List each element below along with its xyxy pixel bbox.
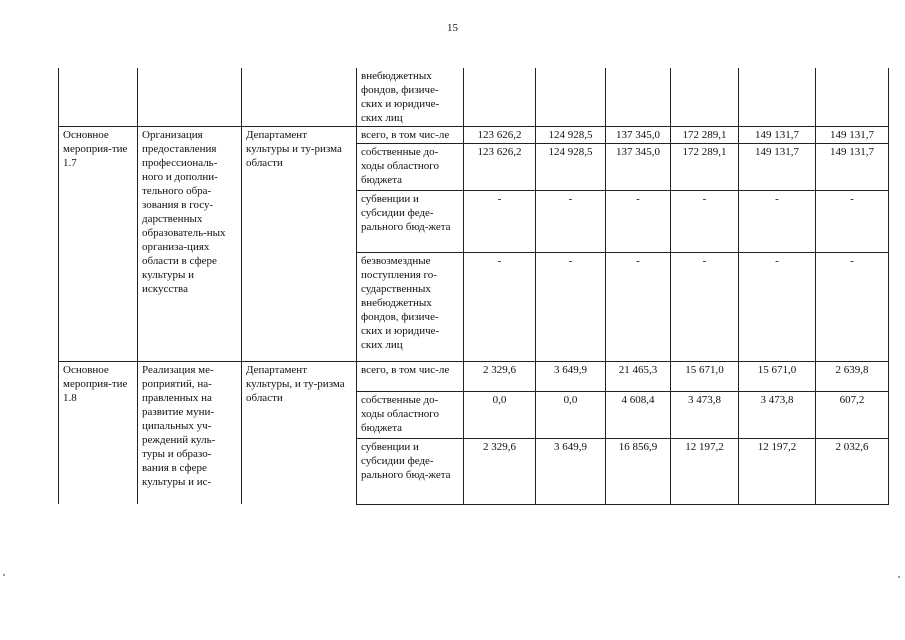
amount-value: - xyxy=(816,252,889,361)
amount-value: 16 856,9 xyxy=(606,438,671,504)
event-description: Организация предоставления профессиональ-ного и дополни-тельного обра-зования в госу-дарственных образователь-ных организа-циях области в сфере культуры и искусства xyxy=(138,126,242,361)
funding-source: собственные до-ходы областного бюджета xyxy=(357,143,464,190)
amount-value: - xyxy=(606,190,671,252)
amount-value: 3 473,8 xyxy=(671,391,739,438)
amount-value: 12 197,2 xyxy=(671,438,739,504)
cell-value xyxy=(816,68,889,126)
table-row xyxy=(59,361,889,391)
amount-value: - xyxy=(464,190,536,252)
amount-value: 607,2 xyxy=(816,391,889,438)
amount-value: 21 465,3 xyxy=(606,361,671,391)
amount-value: 2 639,8 xyxy=(816,361,889,391)
funding-source: всего, в том чис-ле xyxy=(357,126,464,143)
budget-table xyxy=(58,68,889,505)
amount-value: 12 197,2 xyxy=(739,438,816,504)
amount-value: 0,0 xyxy=(464,391,536,438)
funding-source: безвозмездные поступления го-сударственных внебюджетных фондов, физиче-ских и юридиче-ских лиц xyxy=(357,252,464,361)
funding-source: собственные до-ходы областного бюджета xyxy=(357,391,464,438)
amount-value: 2 032,6 xyxy=(816,438,889,504)
amount-value: - xyxy=(816,190,889,252)
amount-value: 149 131,7 xyxy=(739,143,816,190)
event-label: Основное мероприя-тие 1.8 xyxy=(59,361,138,504)
amount-value: 2 329,6 xyxy=(464,438,536,504)
amount-value: - xyxy=(671,190,739,252)
scan-artifact-dot xyxy=(898,576,900,578)
event-label: Основное мероприя-тие 1.7 xyxy=(59,126,138,361)
amount-value: 123 626,2 xyxy=(464,143,536,190)
funding-source: субвенции и субсидии феде-рального бюд-жета xyxy=(357,190,464,252)
amount-value: 149 131,7 xyxy=(816,143,889,190)
cell-value xyxy=(536,68,606,126)
page-number: 15 xyxy=(447,22,458,34)
amount-value: 3 473,8 xyxy=(739,391,816,438)
event-description: Реализация ме-роприятий, на-правленных на развитие муни-ципальных уч-реждений куль-туры и образо-вания в сфере культуры и ис- xyxy=(138,361,242,504)
amount-value: 15 671,0 xyxy=(739,361,816,391)
amount-value: 137 345,0 xyxy=(606,143,671,190)
cell-value xyxy=(739,68,816,126)
amount-value: 15 671,0 xyxy=(671,361,739,391)
amount-value: - xyxy=(536,190,606,252)
table-row-continuation xyxy=(59,68,889,126)
cell-description-empty xyxy=(138,68,242,126)
cell-department-empty xyxy=(242,68,357,126)
amount-value: 172 289,1 xyxy=(671,126,739,143)
cell-value xyxy=(464,68,536,126)
funding-source: всего, в том чис-ле xyxy=(357,361,464,391)
amount-value: 172 289,1 xyxy=(671,143,739,190)
funding-source: субвенции и субсидии феде-рального бюд-жета xyxy=(357,438,464,504)
amount-value: - xyxy=(739,190,816,252)
amount-value: 4 608,4 xyxy=(606,391,671,438)
cell-value xyxy=(671,68,739,126)
budget-table-body xyxy=(59,68,889,504)
amount-value: 3 649,9 xyxy=(536,361,606,391)
amount-value: 149 131,7 xyxy=(816,126,889,143)
amount-value: 2 329,6 xyxy=(464,361,536,391)
amount-value: 0,0 xyxy=(536,391,606,438)
amount-value: - xyxy=(606,252,671,361)
scan-artifact-dot xyxy=(3,574,5,576)
amount-value: 124 928,5 xyxy=(536,126,606,143)
responsible-department: Департамент культуры, и ту-ризма области xyxy=(242,361,357,504)
amount-value: 149 131,7 xyxy=(739,126,816,143)
table-row xyxy=(59,126,889,143)
amount-value: - xyxy=(739,252,816,361)
cell-label-empty xyxy=(59,68,138,126)
amount-value: - xyxy=(464,252,536,361)
amount-value: 123 626,2 xyxy=(464,126,536,143)
cell-value xyxy=(606,68,671,126)
amount-value: 124 928,5 xyxy=(536,143,606,190)
amount-value: - xyxy=(536,252,606,361)
amount-value: - xyxy=(671,252,739,361)
amount-value: 3 649,9 xyxy=(536,438,606,504)
cell-source: внебюджетных фондов, физиче-ских и юридиче-ских лиц xyxy=(357,68,464,126)
responsible-department: Департамент культуры и ту-ризма области xyxy=(242,126,357,361)
amount-value: 137 345,0 xyxy=(606,126,671,143)
